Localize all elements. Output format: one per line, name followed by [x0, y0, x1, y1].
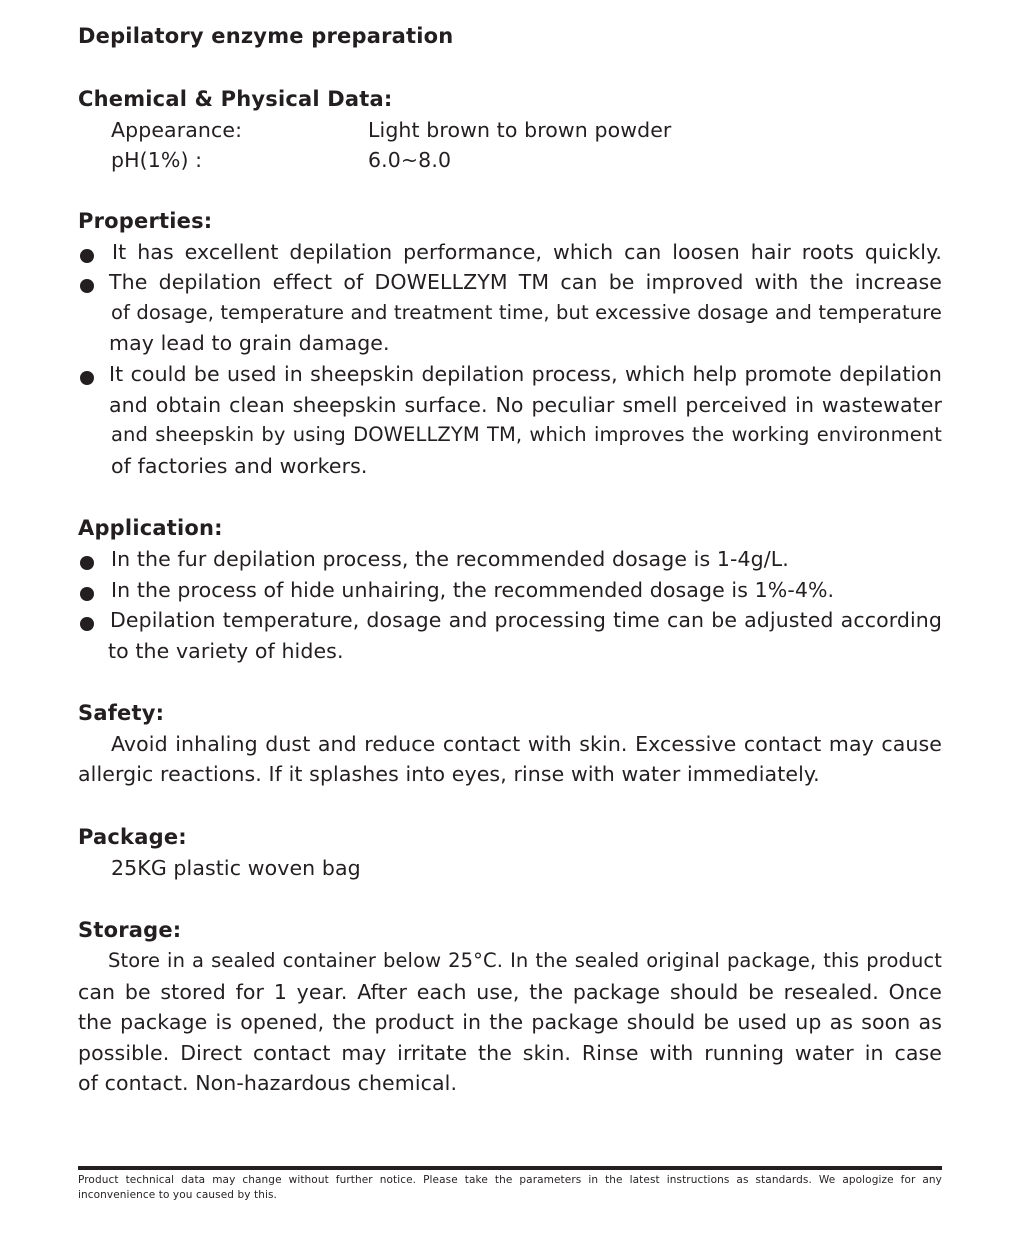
storage-line-3: the package is opened, the product in the package should be used up as soon as [78, 1010, 942, 1034]
bullet-icon [80, 371, 94, 385]
properties-item-3-line-2: and obtain clean sheepskin surface. No peculiar smell perceived in wastewater [109, 393, 942, 417]
storage-line-1: Store in a sealed container below 25°C. In the sealed original package, this product [108, 949, 942, 972]
properties-item-1-line-1: It has excellent depilation performance, which can loosen hair roots quickly. [112, 240, 942, 264]
section-heading-package: Package: [78, 825, 187, 849]
storage-line-4: possible. Direct contact may irritate the skin. Rinse with running water in case [78, 1041, 942, 1065]
footer-line-1: Product technical data may change without further notice. Please take the parameters in the latest instructions as standards. We apologize for any [78, 1174, 942, 1186]
properties-item-2-line-1: The depilation effect of DOWELLZYM TM can be improved with the increase [109, 270, 942, 294]
application-item-2: In the process of hide unhairing, the recommended dosage is 1%-4%. [111, 578, 835, 602]
storage-line-5: of contact. Non-hazardous chemical. [78, 1071, 458, 1095]
footer-divider [78, 1166, 942, 1170]
package-text: 25KG plastic woven bag [111, 856, 361, 880]
properties-item-3-line-1: It could be used in sheepskin depilation process, which help promote depilation [109, 362, 942, 386]
ph-value: 6.0~8.0 [368, 148, 452, 172]
storage-line-2: can be stored for 1 year. After each use, the package should be resealed. Once [78, 980, 942, 1004]
footer-line-2: inconvenience to you caused by this. [78, 1189, 277, 1201]
bullet-icon [80, 279, 94, 293]
section-heading-application: Application: [78, 516, 223, 540]
appearance-value: Light brown to brown powder [368, 118, 672, 142]
application-item-3-line-2: to the variety of hides. [108, 639, 344, 663]
bullet-icon [80, 556, 94, 570]
safety-line-1: Avoid inhaling dust and reduce contact with skin. Excessive contact may cause [111, 732, 942, 756]
properties-item-3-line-3: and sheepskin by using DOWELLZYM TM, which improves the working environment [111, 423, 942, 446]
bullet-icon [80, 617, 94, 631]
section-heading-storage: Storage: [78, 918, 182, 942]
section-heading-chemical: Chemical & Physical Data: [78, 87, 393, 111]
bullet-icon [80, 587, 94, 601]
application-item-3-line-1: Depilation temperature, dosage and processing time can be adjusted according [110, 608, 942, 632]
section-heading-safety: Safety: [78, 701, 165, 725]
section-heading-properties: Properties: [78, 209, 213, 233]
document-title: Depilatory enzyme preparation [78, 24, 454, 48]
bullet-icon [80, 249, 94, 263]
ph-label: pH(1%) : [111, 148, 203, 172]
properties-item-3-line-4: of factories and workers. [111, 454, 368, 478]
appearance-label: Appearance: [111, 118, 243, 142]
safety-line-2: allergic reactions. If it splashes into eyes, rinse with water immediately. [78, 762, 820, 786]
properties-item-2-line-2: of dosage, temperature and treatment time, but excessive dosage and temperature [111, 301, 942, 324]
properties-item-2-line-3: may lead to grain damage. [109, 331, 390, 355]
application-item-1: In the fur depilation process, the recommended dosage is 1-4g/L. [111, 547, 789, 571]
